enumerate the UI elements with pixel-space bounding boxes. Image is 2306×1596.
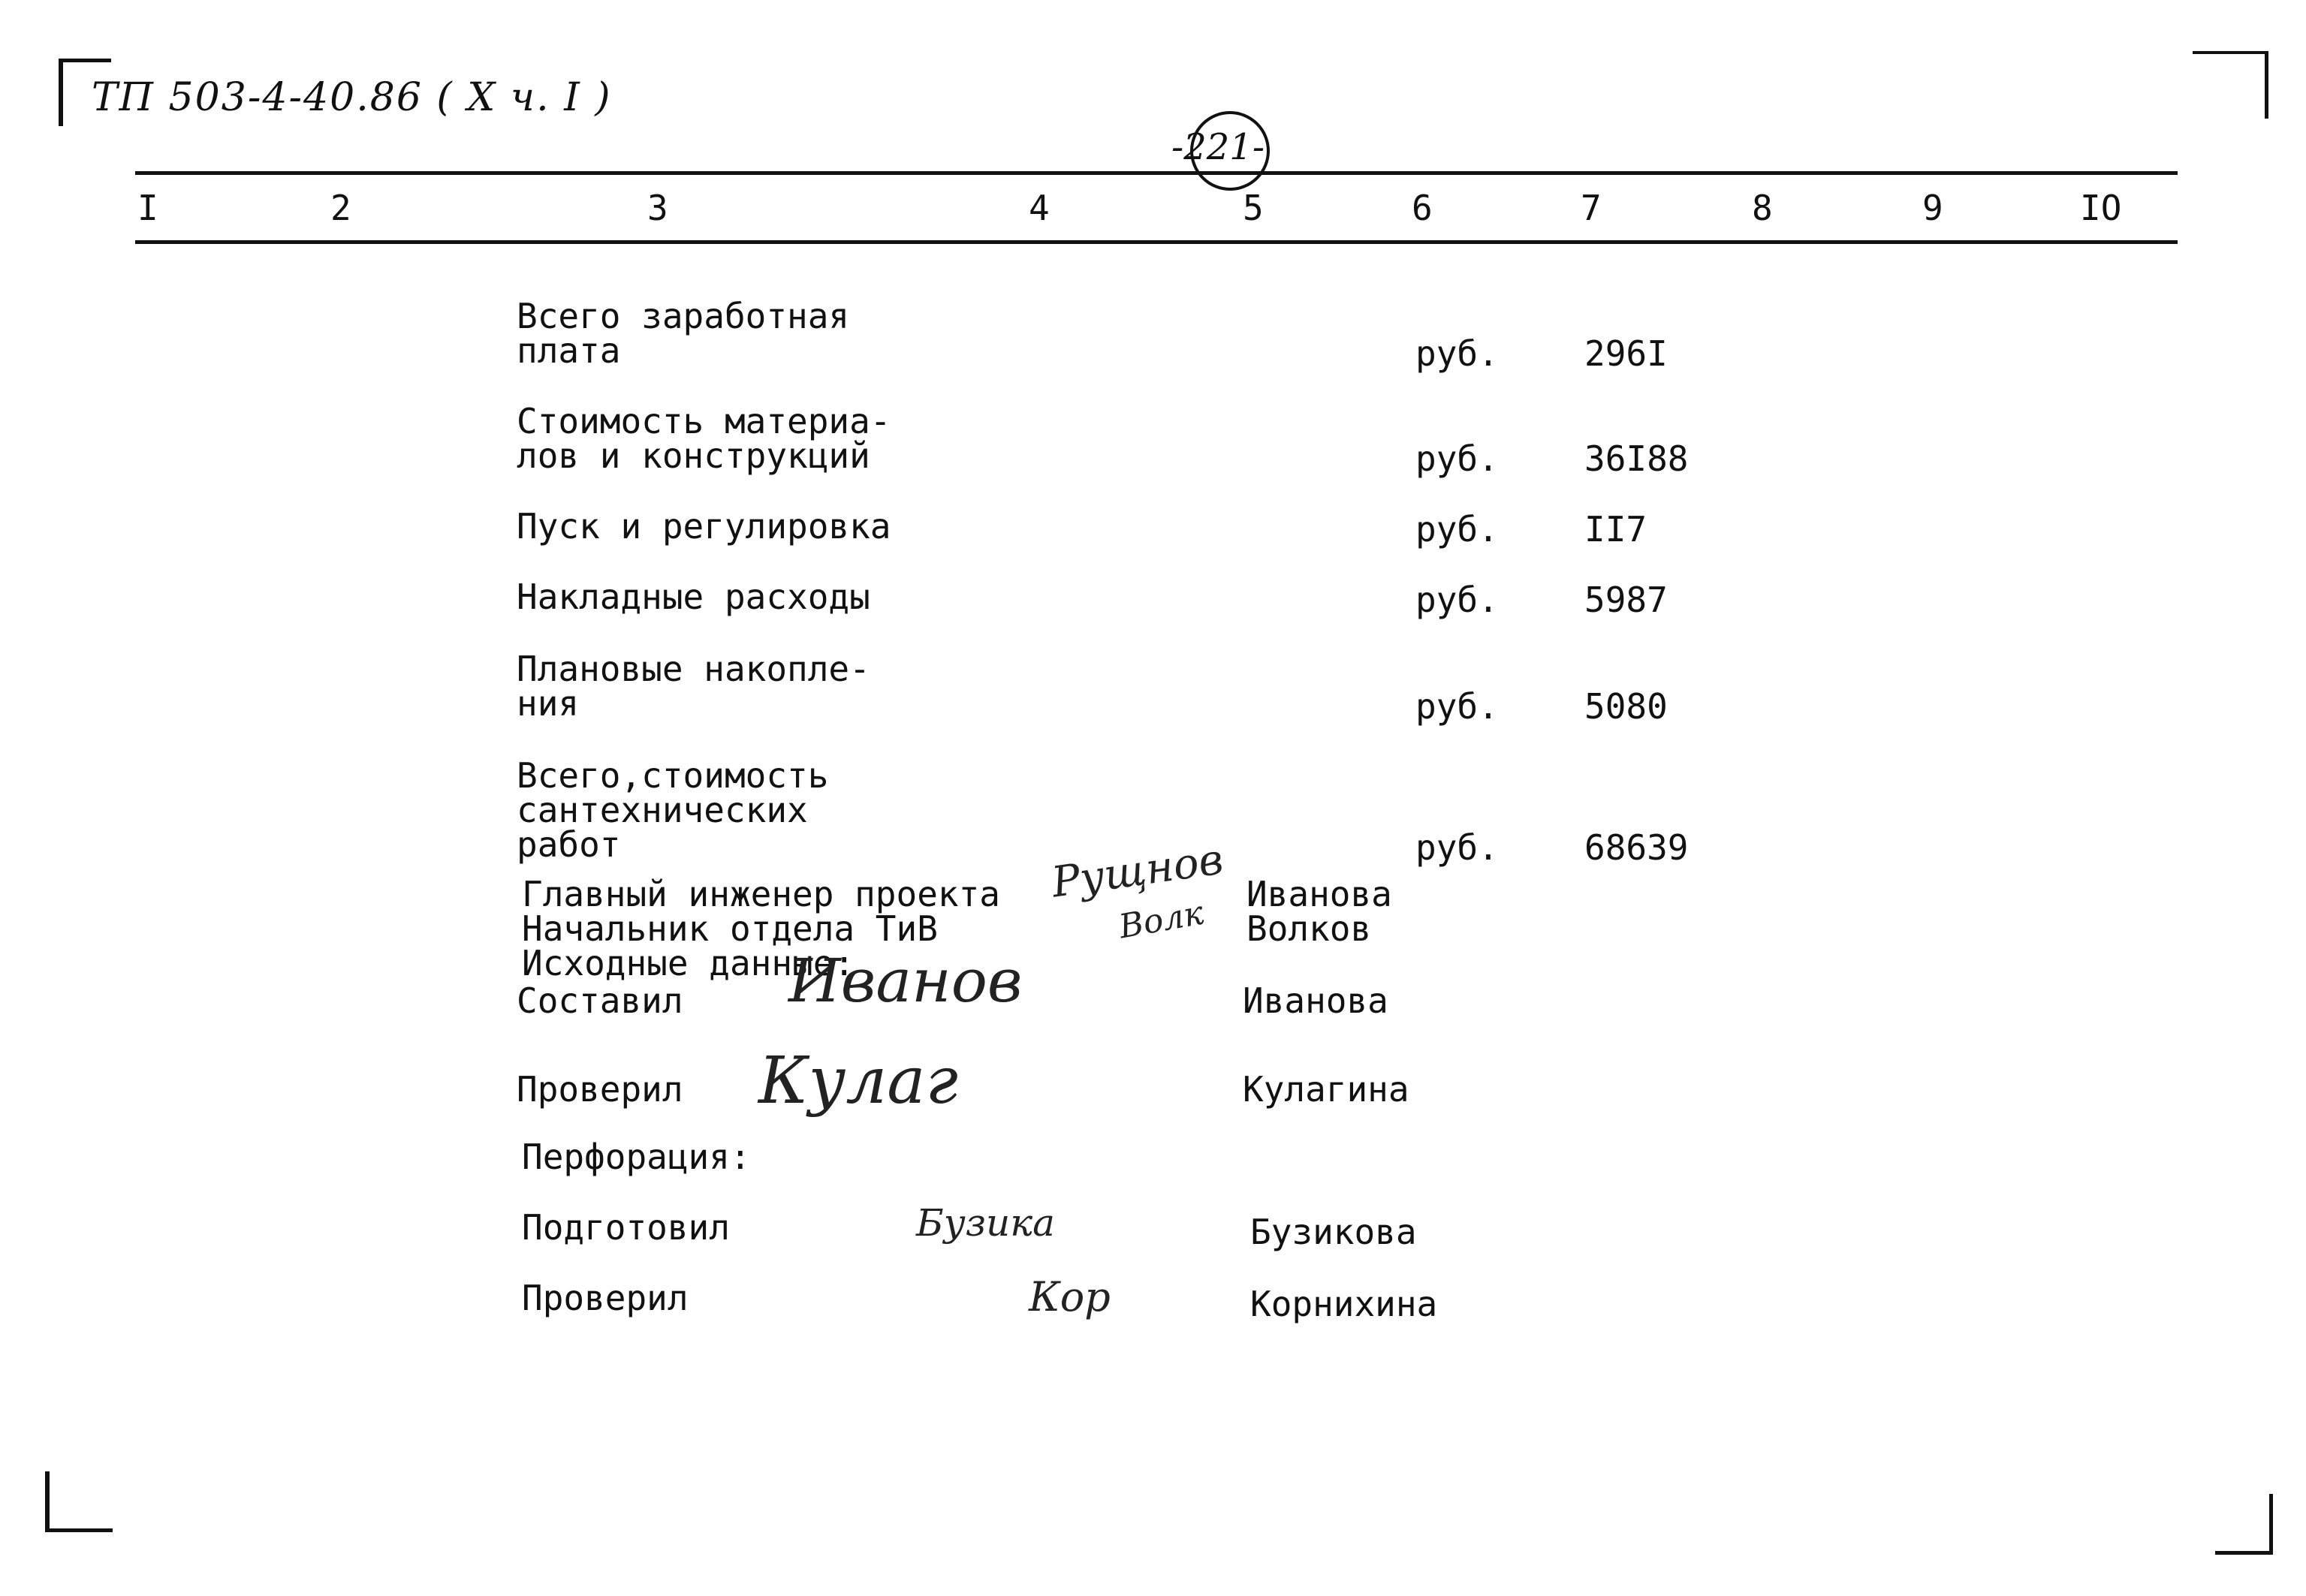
cost-row-value: 36I88 [1584, 438, 1689, 479]
column-number: 5 [1243, 188, 1264, 228]
column-number: 8 [1752, 188, 1773, 228]
cost-row-unit: руб. [1415, 438, 1499, 479]
cost-row-unit: руб. [1415, 333, 1499, 374]
cost-row-label: Стоимость материа- лов и конструкций [517, 401, 891, 476]
column-number: 9 [1922, 188, 1943, 228]
signature-name: Корнихина [1250, 1284, 1438, 1324]
signature-role: Исходные данные: [522, 943, 855, 983]
cost-row-value: 5987 [1584, 580, 1668, 620]
cost-row-label: Плановые накопле- ния [517, 649, 870, 724]
signature-handwriting: Бузика [916, 1201, 1055, 1245]
column-number: 6 [1412, 188, 1433, 228]
column-number: 4 [1029, 188, 1050, 228]
corner-mark-top-right [2193, 51, 2268, 54]
signature-role: Проверил [517, 1069, 683, 1110]
column-number: 7 [1581, 188, 1602, 228]
cost-row-unit: руб. [1415, 686, 1499, 727]
corner-mark-top-left [59, 59, 63, 126]
signature-handwriting: Кор [1029, 1273, 1111, 1320]
signature-name: Иванова [1246, 874, 1392, 914]
cost-row-unit: руб. [1415, 827, 1499, 868]
cost-row-value: 296I [1584, 333, 1668, 374]
signature-name: Кулагина [1243, 1069, 1409, 1110]
signature-handwriting: Рущнов [1048, 835, 1226, 908]
cost-row-value: 68639 [1584, 827, 1689, 868]
signature-handwriting: Кулаг [758, 1043, 958, 1119]
page-number: -221- [1171, 126, 1265, 168]
column-header-rule-bottom [135, 240, 2178, 244]
signature-role: Начальник отдела ТиВ [522, 908, 938, 949]
column-number: 2 [330, 188, 351, 228]
column-number: I [137, 188, 158, 228]
corner-mark-bottom-left [45, 1471, 50, 1531]
cost-row-label: Накладные расходы [517, 577, 870, 617]
signature-role: Подготовил [522, 1207, 730, 1248]
signature-handwriting: Иванов [788, 946, 1023, 1016]
cost-row-value: 5080 [1584, 686, 1668, 727]
signature-role: Перфорация: [522, 1137, 751, 1177]
corner-mark-bottom-right [2269, 1494, 2273, 1554]
signature-role: Составил [517, 980, 683, 1021]
corner-mark-top-left [59, 59, 111, 62]
signature-role: Главный инженер проекта [522, 874, 1000, 914]
cost-row-unit: руб. [1415, 580, 1499, 620]
column-number: 3 [647, 188, 668, 228]
signature-name: Иванова [1243, 980, 1388, 1021]
cost-row-unit: руб. [1415, 509, 1499, 550]
cost-row-label: Пуск и регулировка [517, 506, 891, 547]
cost-row-label: Всего заработная плата [517, 296, 850, 371]
signature-role: Проверил [522, 1278, 689, 1318]
corner-mark-bottom-right [2215, 1551, 2273, 1555]
column-number: IO [2080, 188, 2122, 228]
signature-handwriting: Волк [1116, 893, 1207, 947]
cost-row-label: Всего,стоимость сантехнических работ [517, 755, 829, 865]
corner-mark-top-right [2265, 51, 2268, 119]
column-header-rule-top [135, 171, 2178, 175]
cost-row-value: II7 [1584, 509, 1647, 550]
corner-mark-bottom-left [45, 1528, 113, 1532]
signature-name: Бузикова [1250, 1212, 1417, 1252]
document-code: ТП 503-4-40.86 ( X ч. I ) [92, 75, 612, 120]
signature-name: Волков [1246, 908, 1372, 949]
